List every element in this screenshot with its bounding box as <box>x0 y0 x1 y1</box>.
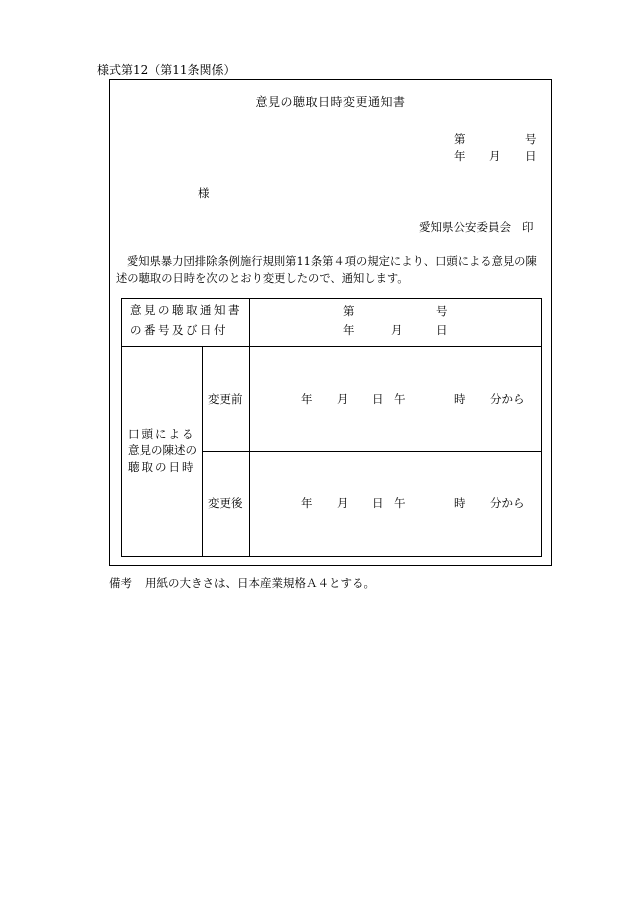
body-text-line: 述の聴取の日時を次のとおり変更したので、通知します。 <box>116 272 409 285</box>
before-month: 月 <box>337 392 349 406</box>
notice-number-prefix: 第 <box>343 304 355 318</box>
issue-month: 月 <box>489 149 501 163</box>
notice-label: の番号及び日付 <box>130 323 228 337</box>
table-divider <box>202 346 203 557</box>
before-hour: 時 <box>454 392 466 406</box>
after-year: 年 <box>301 496 313 510</box>
notice-month: 月 <box>391 323 403 337</box>
hearing-label: 口頭による <box>128 427 196 441</box>
table-divider <box>202 451 542 452</box>
notice-label: 意見の聴取通知書 <box>130 303 242 317</box>
issue-number-suffix: 号 <box>525 132 537 146</box>
after-day: 日 <box>372 496 384 510</box>
before-day: 日 <box>372 392 384 406</box>
body-text-line: 愛知県暴力団排除条例施行規則第11条第４項の規定により、口頭による意見の陳 <box>127 255 537 268</box>
addressee-honorific: 様 <box>198 186 210 200</box>
notice-number-suffix: 号 <box>436 304 448 318</box>
sender-name: 愛知県公安委員会 <box>419 220 511 234</box>
notice-year: 年 <box>343 323 355 337</box>
issue-day: 日 <box>525 149 537 163</box>
after-change-label: 変更後 <box>208 496 243 510</box>
after-ampm: 午 <box>394 496 406 510</box>
before-change-label: 変更前 <box>208 392 243 406</box>
issue-year: 年 <box>454 149 466 163</box>
issue-number-prefix: 第 <box>454 132 466 146</box>
after-minute: 分から <box>490 496 525 510</box>
remarks-label: 備考 <box>109 576 132 590</box>
before-minute: 分から <box>490 392 525 406</box>
after-hour: 時 <box>454 496 466 510</box>
table-divider <box>121 346 542 347</box>
before-ampm: 午 <box>394 392 406 406</box>
after-month: 月 <box>337 496 349 510</box>
form-label: 様式第12（第11条関係） <box>97 63 236 77</box>
notice-day: 日 <box>436 323 448 337</box>
sender-seal: 印 <box>522 220 534 234</box>
before-year: 年 <box>301 392 313 406</box>
table-divider <box>249 298 250 557</box>
hearing-label: 聴取の日時 <box>128 460 196 474</box>
remarks-text: 用紙の大きさは、日本産業規格Ａ４とする。 <box>145 576 375 590</box>
hearing-label: 意見の陳述の <box>128 443 197 457</box>
document-title: 意見の聴取日時変更通知書 <box>255 95 406 109</box>
